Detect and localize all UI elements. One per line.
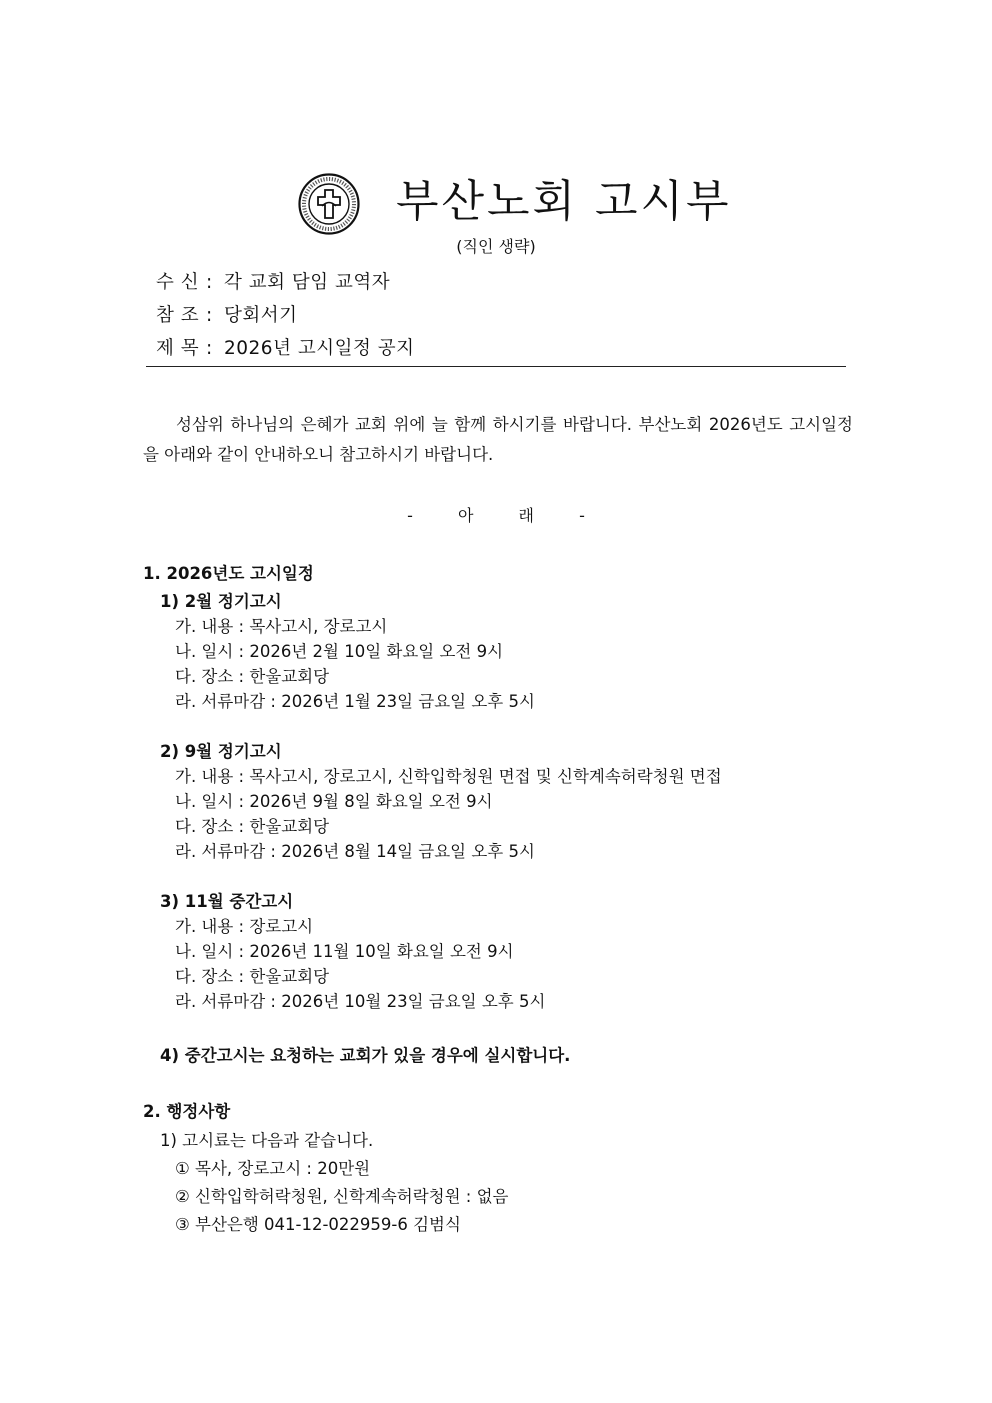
- exam-nov-date: 나. 일시 : 2026년 11월 10일 화요일 오전 9시: [175, 942, 514, 961]
- exam-feb-content: 가. 내용 : 목사고시, 장로고시: [175, 617, 388, 636]
- below-heading: - 아 래 -: [407, 506, 585, 525]
- recipient-value: 각 교회 담임 교역자: [224, 272, 391, 293]
- section-heading-schedule: 1. 2026년도 고시일정: [143, 564, 314, 583]
- section-heading-admin: 2. 행정사항: [143, 1102, 231, 1121]
- letterhead: [0, 170, 992, 234]
- exam-sep-date: 나. 일시 : 2026년 9월 8일 화요일 오전 9시: [175, 792, 493, 811]
- reference-label: 참 조: [156, 305, 200, 326]
- exam-sep-place: 다. 장소 : 한울교회당: [175, 817, 330, 836]
- recipient-line: 수 신 : 각 교회 담임 교역자: [156, 268, 390, 294]
- recipient-label: 수 신: [156, 272, 200, 293]
- subject-value: 2026년 고시일정 공지: [224, 338, 415, 359]
- document-title: 부산노회 고시부: [396, 176, 732, 227]
- fee-intro: 1) 고시료는 다음과 같습니다.: [160, 1131, 374, 1150]
- exam-sep-content: 가. 내용 : 목사고시, 장로고시, 신학입학청원 면접 및 신학계속허락청원 면접: [175, 767, 722, 786]
- intro-text: 성삼위 하나님의 은혜가 교회 위에 늘 함께 하시기를 바랍니다. 부산노회 2026년도 고시일정을 아래와 같이 안내하오니 참고하시기 바랍니다.: [143, 415, 853, 464]
- exam-title-sep: 2) 9월 정기고시: [160, 742, 282, 761]
- reference-value: 당회서기: [224, 305, 298, 326]
- exam-feb-deadline: 라. 서류마감 : 2026년 1월 23일 금요일 오후 5시: [175, 692, 535, 711]
- exam-feb-place: 다. 장소 : 한울교회당: [175, 667, 330, 686]
- intro-paragraph: [143, 410, 853, 470]
- subject-line: 제 목 : 2026년 고시일정 공지: [156, 334, 414, 360]
- fee-item: ① 목사, 장로고시 : 20만원: [175, 1159, 371, 1178]
- presbytery-seal-icon: [298, 173, 360, 235]
- seal-omitted-note: (직인 생략): [456, 237, 536, 256]
- exam-title-nov: 3) 11월 중간고시: [160, 892, 294, 911]
- exam-nov-deadline: 라. 서류마감 : 2026년 10월 23일 금요일 오후 5시: [175, 992, 546, 1011]
- header-divider: [146, 366, 846, 367]
- exam-nov-content: 가. 내용 : 장로고시: [175, 917, 314, 936]
- exam-feb-date: 나. 일시 : 2026년 2월 10일 화요일 오전 9시: [175, 642, 504, 661]
- exam-sep-deadline: 라. 서류마감 : 2026년 8월 14일 금요일 오후 5시: [175, 842, 535, 861]
- fee-item: ③ 부산은행 041-12-022959-6 김범식: [175, 1215, 461, 1234]
- reference-line: 참 조 : 당회서기: [156, 301, 297, 327]
- exam-title-feb: 1) 2월 정기고시: [160, 592, 282, 611]
- fee-item: ② 신학입학허락청원, 신학계속허락청원 : 없음: [175, 1187, 509, 1206]
- interim-exam-note: 4) 중간고시는 요청하는 교회가 있을 경우에 실시합니다.: [160, 1046, 571, 1065]
- exam-nov-place: 다. 장소 : 한울교회당: [175, 967, 330, 986]
- subject-label: 제 목: [156, 338, 200, 359]
